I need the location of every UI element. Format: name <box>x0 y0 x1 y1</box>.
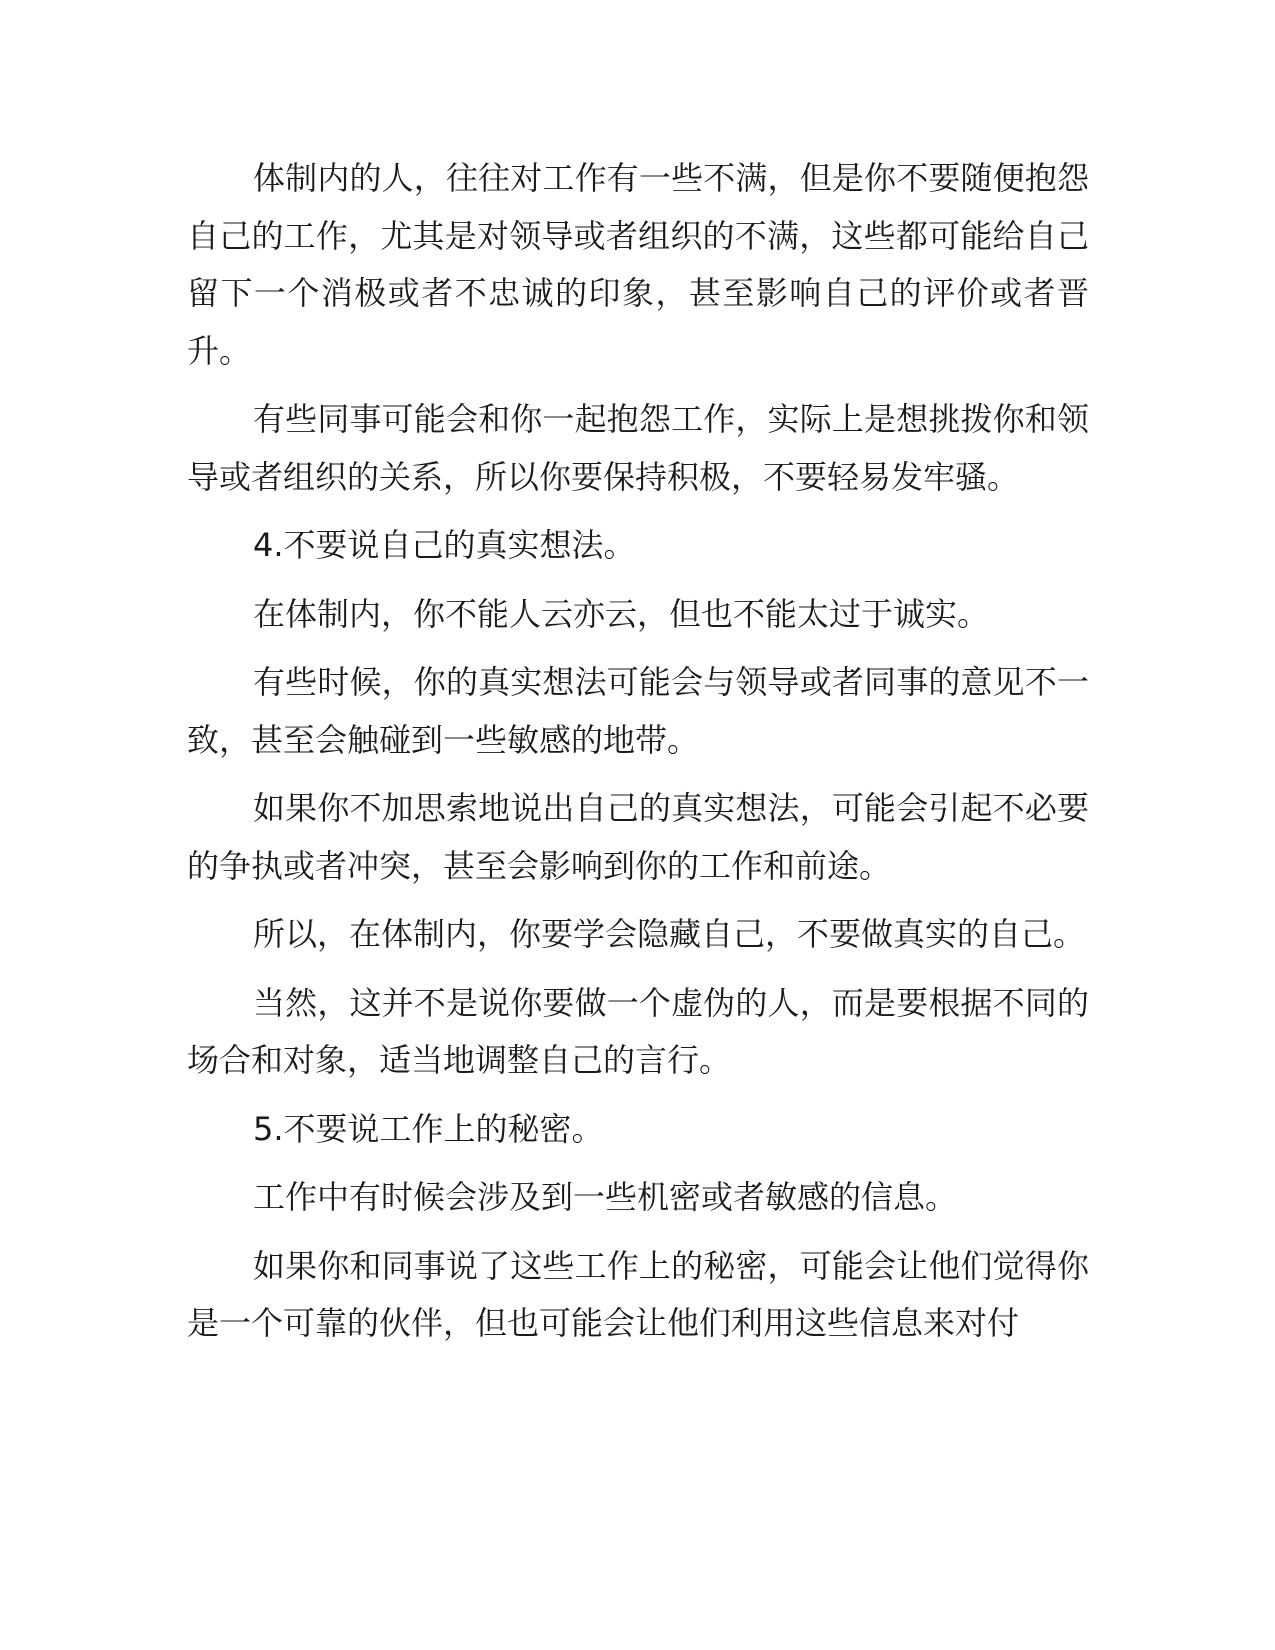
paragraph: 当然，这并不是说你要做一个虚伪的人，而是要根据不同的场合和对象，适当地调整自己的言行。 <box>187 983 1089 1079</box>
section-heading: 5.不要说工作上的秘密。 <box>253 1109 604 1148</box>
paragraph: 体制内的人，往往对工作有一些不满，但是你不要随便抱怨自己的工作，尤其是对领导或者组织的不满，这些都可能给自己留下一个消极或者不忠诚的印象，甚至影响自己的评价或者晋升。 <box>187 159 1089 370</box>
paragraph: 如果你不加思索地说出自己的真实想法，可能会引起不必要的争执或者冲突，甚至会影响到你的工作和前途。 <box>187 789 1089 885</box>
paragraph: 有些同事可能会和你一起抱怨工作，实际上是想挑拨你和领导或者组织的关系，所以你要保持积极，不要轻易发牢骚。 <box>187 400 1089 496</box>
document-body <box>187 150 1089 1364</box>
paragraph: 在体制内，你不能人云亦云，但也不能太过于诚实。 <box>253 594 990 633</box>
paragraph: 如果你和同事说了这些工作上的秘密，可能会让他们觉得你是一个可靠的伙伴，但也可能会让他们利用这些信息来对付 <box>187 1246 1089 1342</box>
paragraph: 有些时候，你的真实想法可能会与领导或者同事的意见不一致，甚至会触碰到一些敏感的地带。 <box>187 663 1089 759</box>
section-heading: 4.不要说自己的真实想法。 <box>253 526 636 564</box>
paragraph: 所以，在体制内，你要学会隐藏自己，不要做真实的自己。 <box>253 915 1086 953</box>
paragraph: 工作中有时候会涉及到一些机密或者敏感的信息。 <box>253 1178 958 1216</box>
